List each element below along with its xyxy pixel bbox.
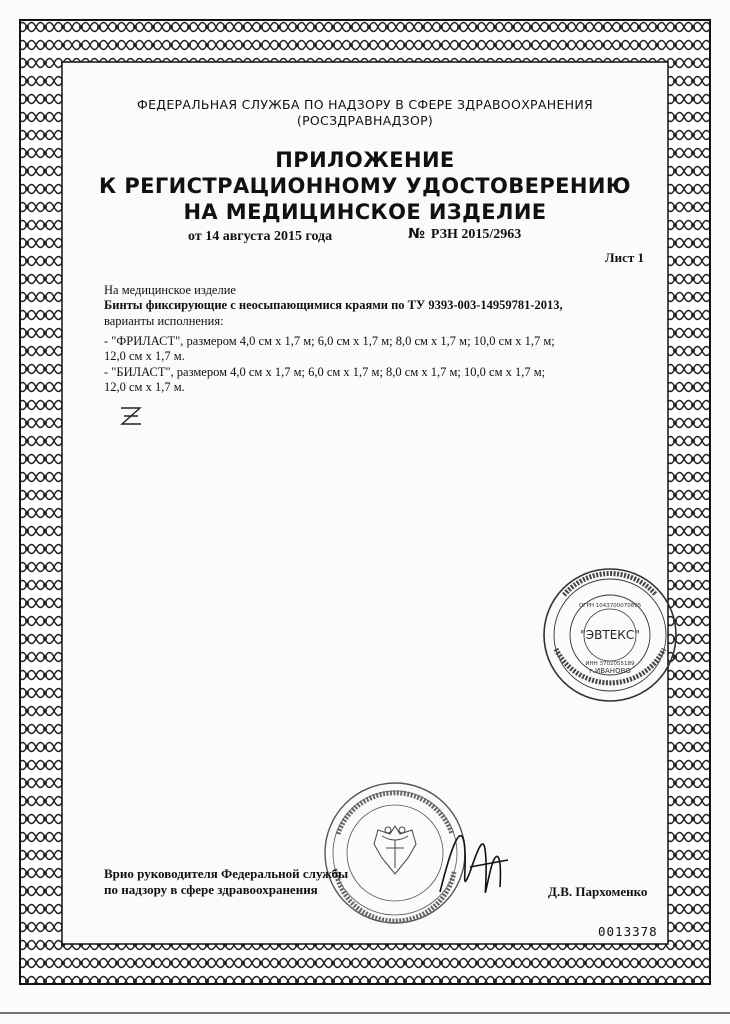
- document-title: ПРИЛОЖЕНИЕ: [275, 148, 455, 172]
- body-line: варианты исполнения:: [104, 314, 224, 328]
- serial-number: 0013378: [598, 924, 658, 939]
- company-stamp-center: "ЭВТЕКС": [580, 628, 640, 642]
- company-stamp: [540, 565, 680, 705]
- handwritten-signature: [430, 812, 520, 912]
- document-subtitle-1: К РЕГИСТРАЦИОННОМУ УДОСТОВЕРЕНИЮ: [99, 174, 631, 198]
- signer-position-cont: по надзору в сфере здравоохранения: [104, 882, 318, 897]
- company-stamp-inn: ИНН 3702055189: [585, 661, 635, 667]
- z-mark: [116, 404, 146, 428]
- company-stamp-ogrn: ОГРН 1043700070895: [578, 603, 642, 609]
- document-subtitle-2: НА МЕДИЦИНСКОЕ ИЗДЕЛИЕ: [183, 200, 547, 224]
- scan-edge-divider: [0, 1010, 730, 1016]
- registration-number-value: РЗН 2015/2963: [430, 227, 522, 242]
- variant-bilast-cont: 12,0 см х 1,7 м.: [104, 380, 185, 394]
- sheet-number: Лист 1: [604, 250, 644, 265]
- agency-abbreviation: (РОСЗДРАВНАДЗОР): [296, 113, 434, 128]
- agency-name: ФЕДЕРАЛЬНАЯ СЛУЖБА ПО НАДЗОРУ В СФЕРЕ ЗДРАВООХРАНЕНИЯ: [137, 97, 593, 112]
- signer-name: Д.В. Пархоменко: [548, 884, 648, 899]
- body-line: На медицинское изделие: [104, 283, 236, 297]
- variant-bilast: - "БИЛАСТ", размером 4,0 см х 1,7 м; 6,0 см х 1,7 м; 8,0 см х 1,7 м; 10,0 см х 1,7 м;: [104, 365, 546, 379]
- variant-frilast-cont: 12,0 см х 1,7 м.: [104, 349, 185, 363]
- issue-date: от 14 августа 2015 года: [188, 229, 333, 244]
- signer-position: Врио руководителя Федеральной службы: [104, 866, 349, 881]
- number-sign: №: [408, 226, 425, 242]
- registration-number: [408, 226, 521, 243]
- product-name: Бинты фиксирующие с неосыпающимися краями по ТУ 9393-003-14959781-2013,: [104, 298, 563, 312]
- company-stamp-city: г.ИВАНОВО: [589, 667, 631, 675]
- variant-frilast: - "ФРИЛАСТ", размером 4,0 см х 1,7 м; 6,0 см х 1,7 м; 8,0 см х 1,7 м; 10,0 см х 1,7 м;: [104, 334, 555, 348]
